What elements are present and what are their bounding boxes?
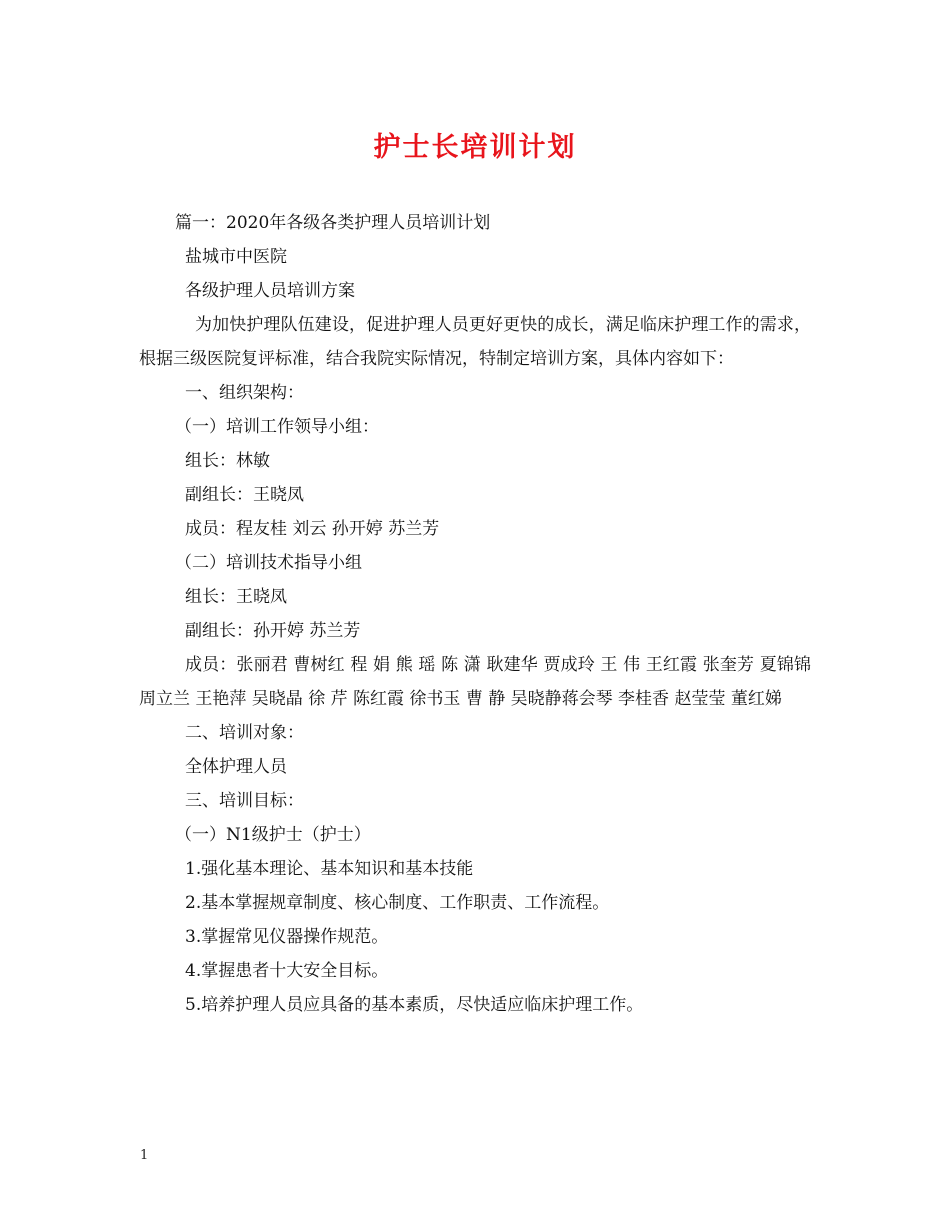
- leadership-deputy: 副组长：王晓凤: [185, 485, 304, 505]
- section-heading-targets: 二、培训对象：: [185, 723, 304, 743]
- leadership-leader: 组长：林敏: [185, 451, 270, 471]
- goal-item: 5.培养护理人员应具备的基本素质，尽快适应临床护理工作。: [185, 995, 644, 1015]
- goal-item: 1.强化基本理论、基本知识和基本技能: [185, 859, 474, 879]
- section-heading-organization: 一、组织架构：: [185, 383, 304, 403]
- goal-item: 3.掌握常见仪器操作规范。: [185, 927, 389, 947]
- intro-paragraph: 为加快护理队伍建设，促进护理人员更好更快的成长，满足临床护理工作的需求，根据三级医院复评标准，结合我院实际情况，特制定培训方案，具体内容如下：: [139, 315, 811, 369]
- hospital-name: 盐城市中医院: [185, 247, 287, 267]
- technical-leader: 组长：王晓凤: [185, 587, 287, 607]
- technical-deputy: 副组长：孙开婷 苏兰芳: [185, 621, 361, 641]
- page-number: 1: [140, 1148, 149, 1163]
- subsection-n1-nurse: （一）N1级护士（护士）: [175, 825, 371, 845]
- plan-subtitle: 各级护理人员培训方案: [185, 281, 355, 301]
- goal-item: 2.基本掌握规章制度、核心制度、工作职责、工作流程。: [185, 893, 610, 913]
- article-heading: 篇一：2020年各级各类护理人员培训计划: [175, 213, 491, 233]
- document-title: 护士长培训计划: [373, 132, 577, 163]
- subsection-technical-group: （二）培训技术指导小组: [175, 553, 362, 573]
- technical-members: 成员：张丽君 曹树红 程 娟 熊 瑶 陈 潇 耿建华 贾成玲 王 伟 王红霞 张奎芳 夏锦锦 周立兰 王艳萍 吴晓晶 徐 芹 陈红霞 徐书玉 曹 静 吴晓静蒋会琴 李桂香 赵莹莹 董红娣: [139, 655, 811, 709]
- subsection-leadership-group: （一）培训工作领导小组：: [175, 417, 379, 437]
- document-body: [139, 206, 811, 1022]
- goal-item: 4.掌握患者十大安全目标。: [185, 961, 389, 981]
- targets-body: 全体护理人员: [185, 757, 287, 777]
- section-heading-goals: 三、培训目标：: [185, 791, 304, 811]
- leadership-members: 成员：程友桂 刘云 孙开婷 苏兰芳: [185, 519, 440, 539]
